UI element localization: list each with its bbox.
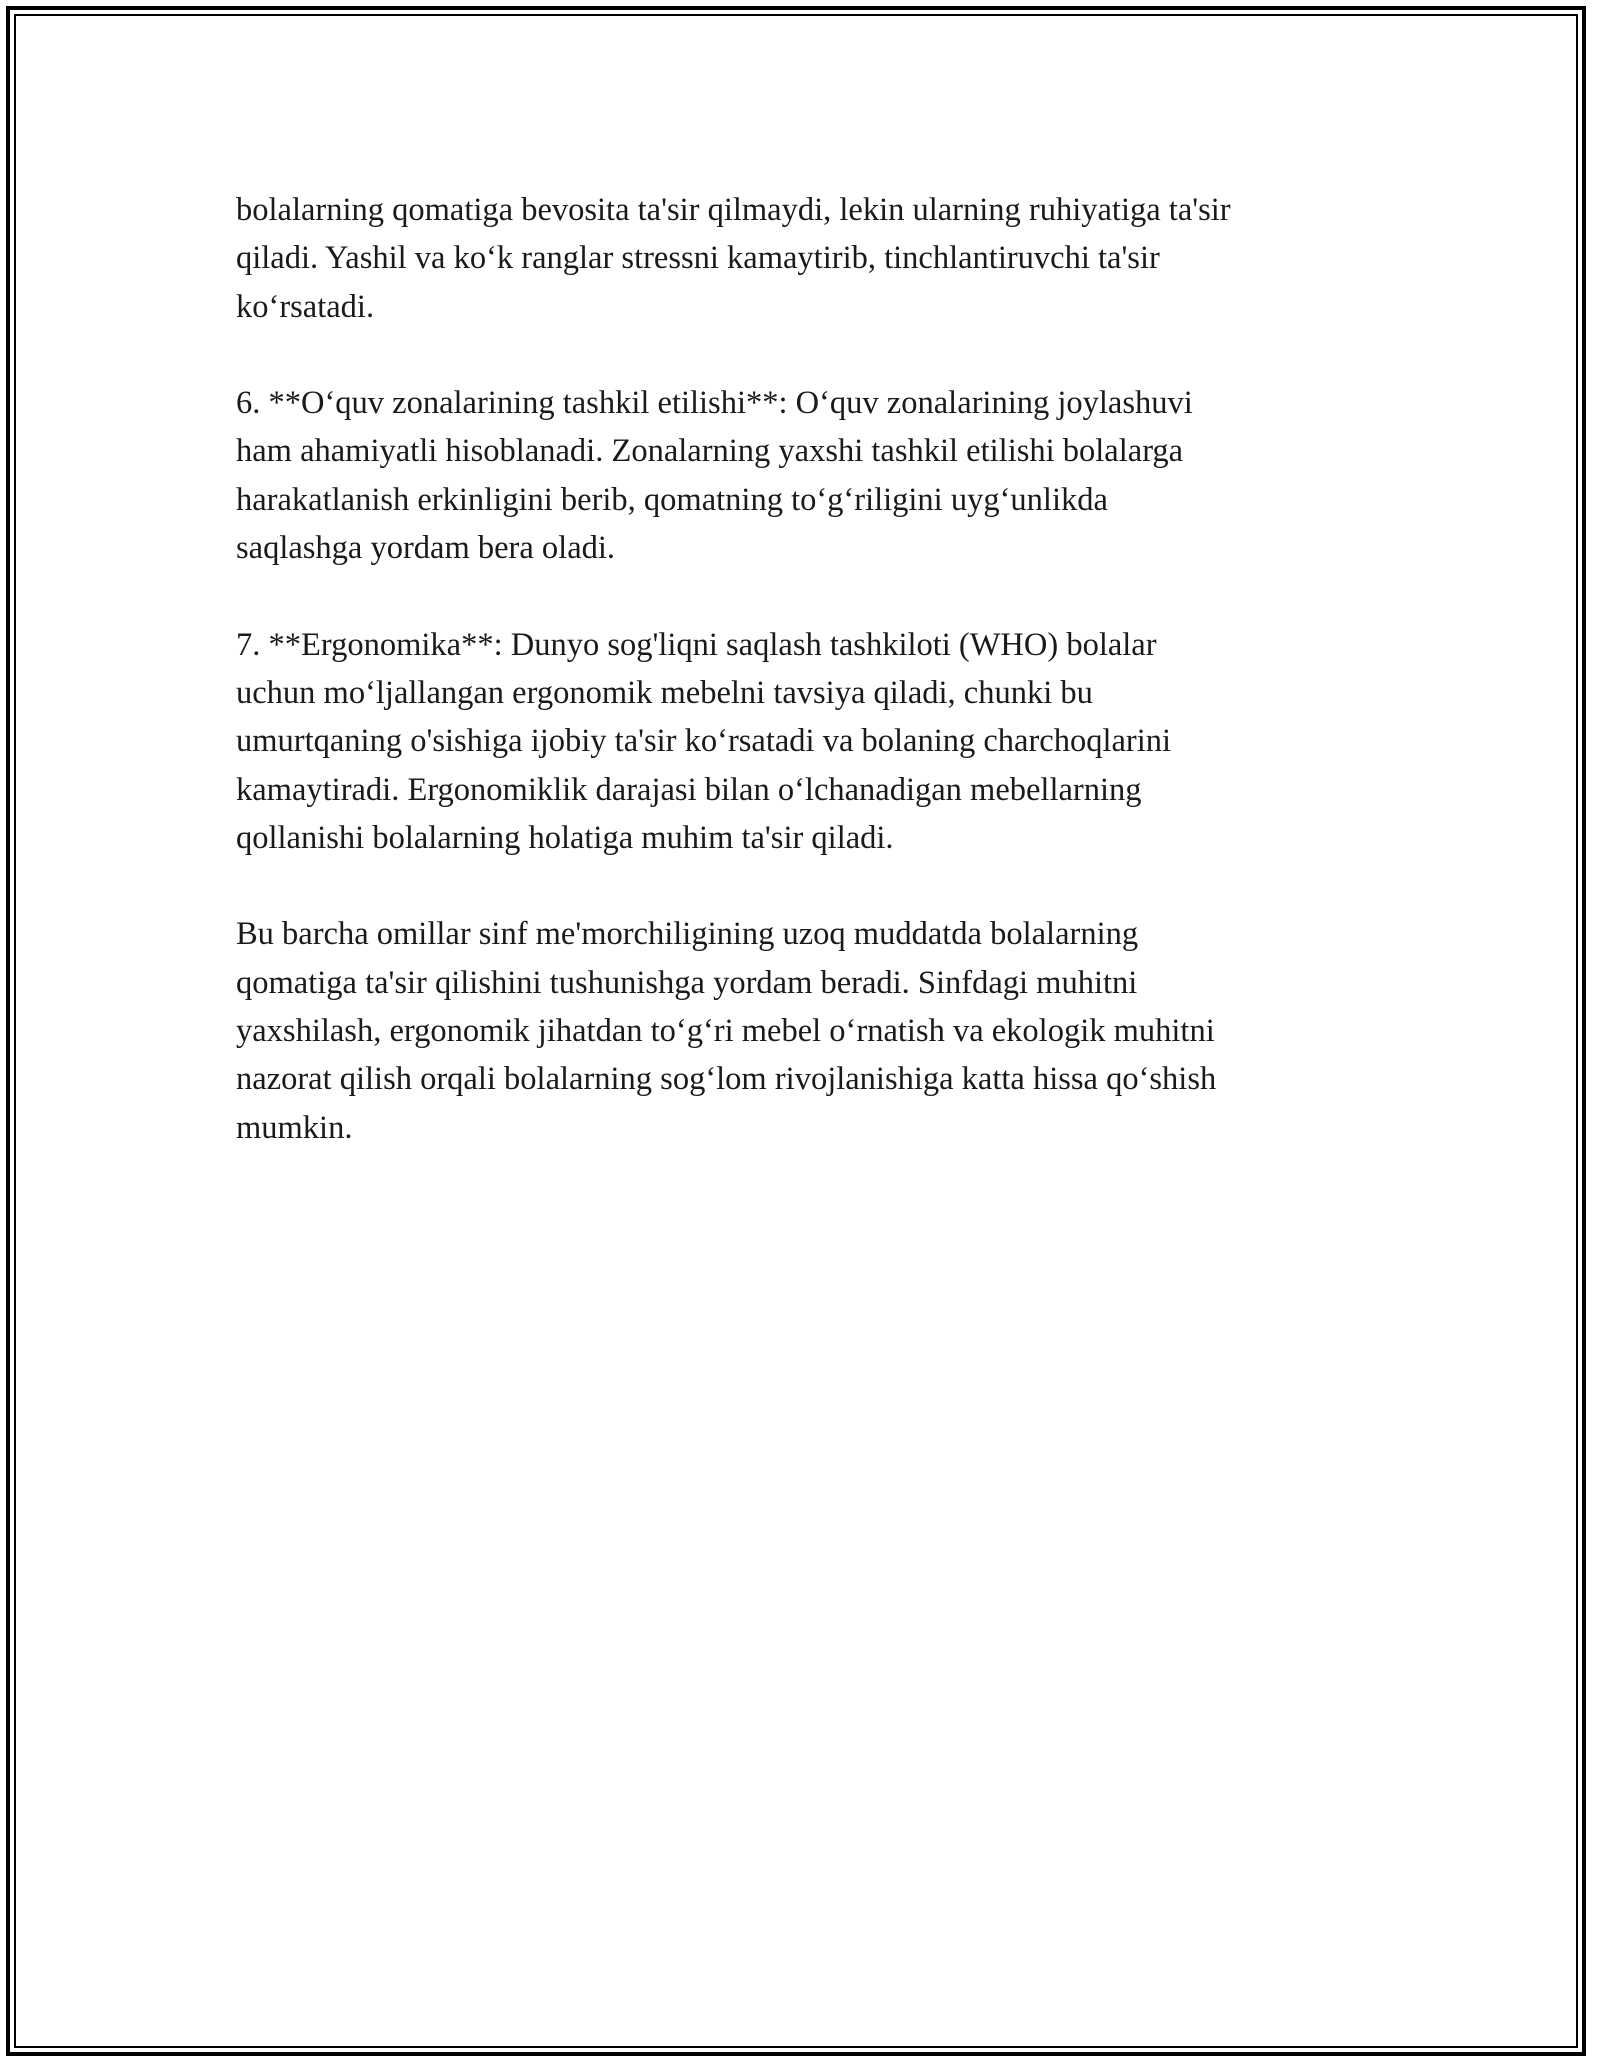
document-body xyxy=(236,186,1366,1200)
paragraph-learning-zones: 6. **O‘quv zonalarining tashkil etilishi**: O‘quv zonalarining joylashuvi ham ahamiyatli hisoblanadi. Zonalarning yaxshi tashkil etilishi bolalarga harakatlanish erkinligini berib, qomatning to‘g‘riligini uyg‘unlikda saqlashga yordam bera oladi. xyxy=(236,385,1193,567)
paragraph-conclusion: Bu barcha omillar sinf me'morchiligining uzoq muddatda bolalarning qomatiga ta'sir qilishini tushunishga yordam beradi. Sinfdagi muhitni yaxshilash, ergonomik jihatdan to‘g‘ri mebel o‘rnatish va ekologik muhitni nazorat qilish orqali bolalarning sog‘lom rivojlanishiga katta hissa qo‘shish mumkin. xyxy=(236,916,1217,1146)
paragraph-color-effects: bolalarning qomatiga bevosita ta'sir qilmaydi, lekin ularning ruhiyatiga ta'sir qiladi. Yashil va ko‘k ranglar stressni kamaytirib, tinchlantiruvchi ta'sir ko‘rsatadi. xyxy=(236,192,1231,325)
paragraph-ergonomics: 7. **Ergonomika**: Dunyo sog'liqni saqlash tashkiloti (WHO) bolalar uchun mo‘ljallangan ergonomik mebelni tavsiya qiladi, chunki bu umurtqaning o'sishiga ijobiy ta'sir ko‘rsatadi va bolaning charchoqlarini kamaytiradi. Ergonomiklik darajasi bilan o‘lchanadigan mebellarning qollanishi bolalarning holatiga muhim ta'sir qiladi. xyxy=(236,626,1172,856)
